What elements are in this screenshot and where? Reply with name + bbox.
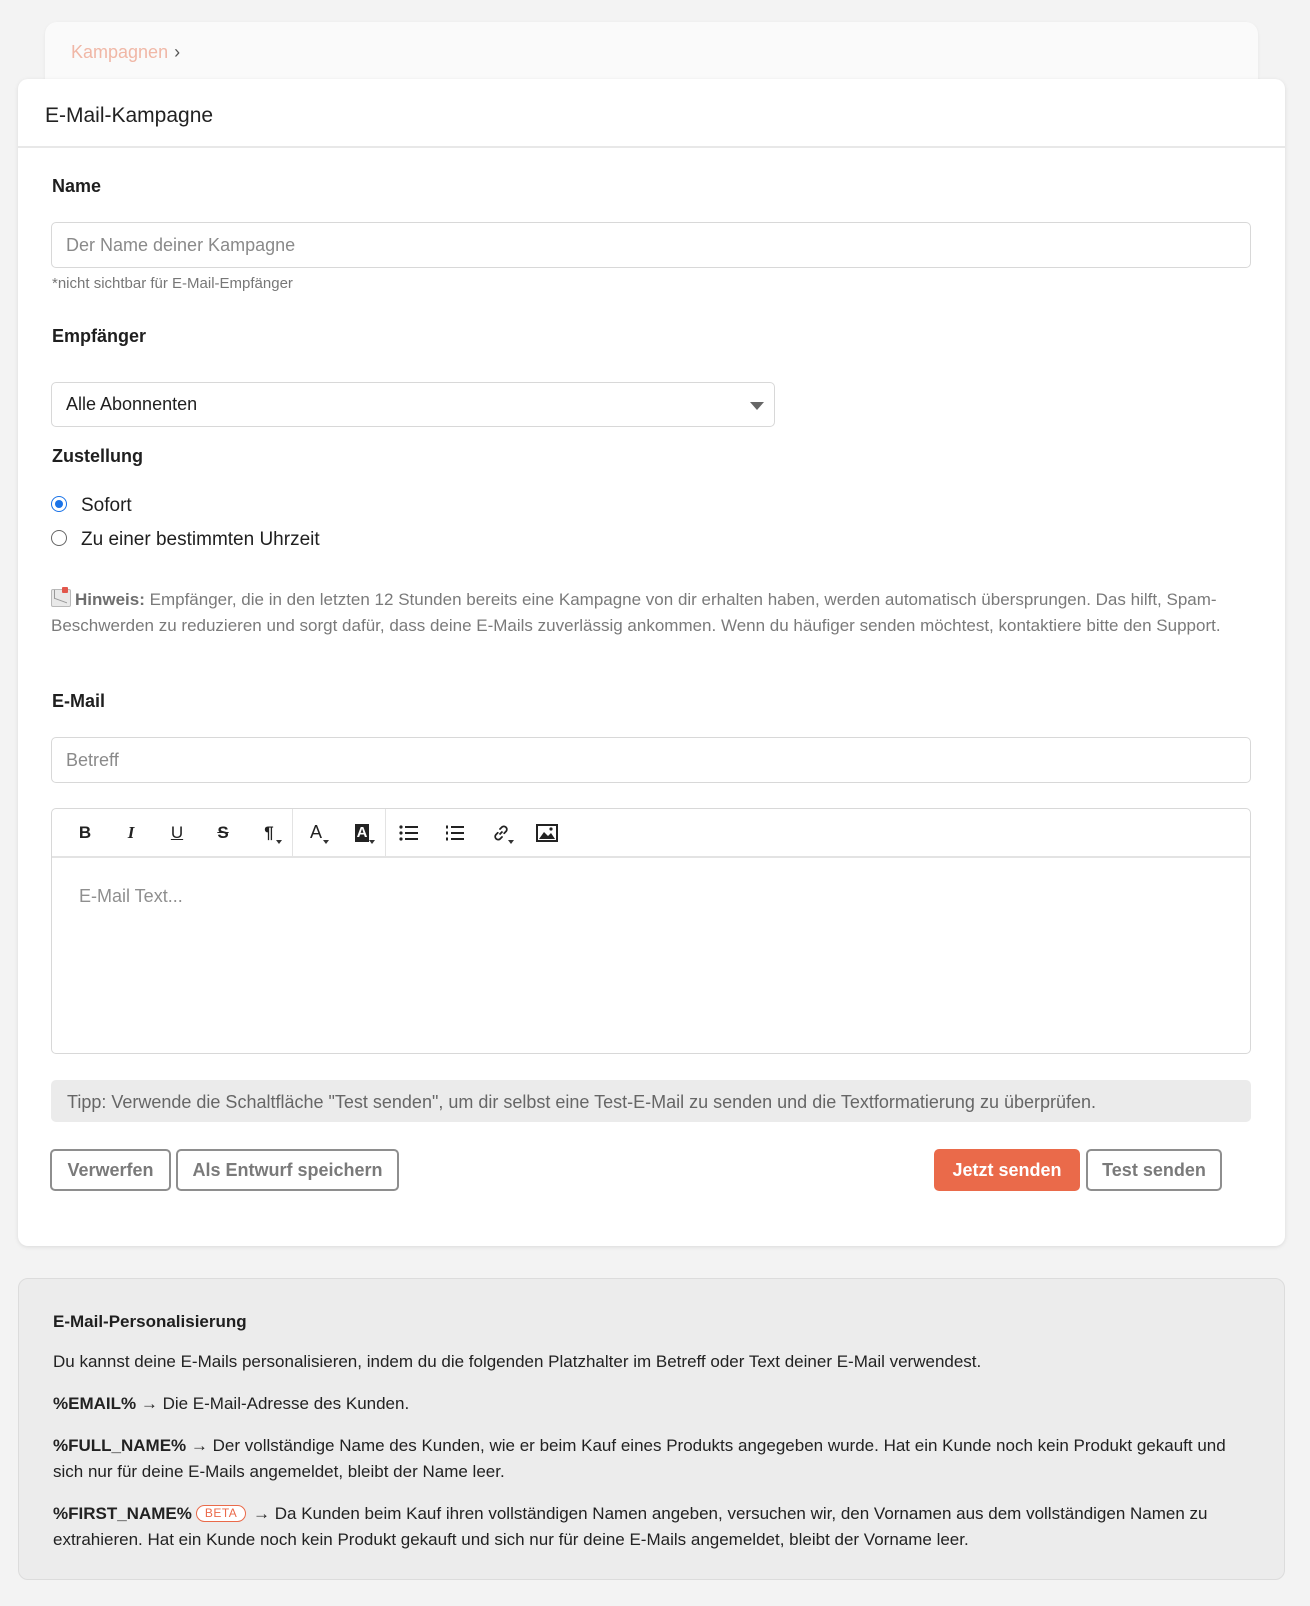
- italic-button[interactable]: [108, 809, 154, 856]
- save-draft-button[interactable]: Als Entwurf speichern: [176, 1149, 399, 1191]
- placeholder-email: [53, 1391, 1250, 1417]
- paragraph-button[interactable]: [246, 809, 292, 856]
- link-icon: [492, 824, 510, 842]
- placeholder-desc: → Die E-Mail-Adresse des Kunden.: [136, 1394, 410, 1413]
- paragraph-icon: ¶: [264, 822, 274, 842]
- underline-button[interactable]: [154, 809, 200, 856]
- placeholder-desc: → Da Kunden beim Kauf ihren vollständigen Namen angeben, versuchen wir, den Vornamen aus dem vollständigen Namen zu extrahieren. Hat ein Kunde noch kein Produkt gekauft und sich nur für deine E-Mails angemeldet, bleibt der Vorname leer.: [53, 1504, 1208, 1549]
- toolbar-group-color: [292, 809, 385, 856]
- email-label: E-Mail: [52, 691, 106, 711]
- email-body-placeholder: E-Mail Text...: [79, 886, 183, 906]
- delivery-label: Zustellung: [52, 446, 143, 466]
- bold-icon: B: [78, 822, 92, 842]
- email-body-editor[interactable]: [52, 858, 1250, 1052]
- bullet-list-icon: [399, 825, 419, 841]
- placeholder-tag: %FULL_NAME%: [53, 1436, 187, 1455]
- notice-text: Empfänger, die in den letzten 12 Stunden bereits eine Kampagne von dir erhalten haben, werden automatisch übersprungen. Das hilft, Spam-Beschwerden zu reduzieren und sorgt dafür, dass deine E-Mails zuverlässig ankommen. Wenn du häufiger senden möchtest, kontaktiere bitte den Support.: [51, 590, 1221, 635]
- underline-icon: U: [170, 822, 184, 842]
- toolbar-group-format: [62, 809, 292, 856]
- numbered-list-icon: [445, 825, 465, 841]
- name-helper-text: *nicht sichtbar für E-Mail-Empfänger: [52, 275, 293, 292]
- highlight-color-button[interactable]: [339, 809, 385, 856]
- recipients-label: Empfänger: [52, 326, 147, 346]
- tip-box: Tipp: Verwende die Schaltfläche "Test senden", um dir selbst eine Test-E-Mail zu senden und die Textformatierung zu überprüfen.: [51, 1080, 1251, 1122]
- personalization-intro: Du kannst deine E-Mails personalisieren, indem du die folgenden Platzhalter im Betreff oder Text deiner E-Mail verwendest.: [53, 1352, 982, 1371]
- dropdown-caret-icon: [508, 840, 514, 844]
- send-test-button[interactable]: Test senden: [1086, 1149, 1222, 1191]
- email-editor: [51, 808, 1251, 1054]
- breadcrumb: [71, 42, 180, 63]
- bullet-list-button[interactable]: [386, 809, 432, 856]
- dropdown-caret-icon: [369, 840, 375, 844]
- image-icon: [536, 824, 558, 842]
- radio-scheduled[interactable]: [51, 530, 67, 546]
- radio-label-scheduled: Zu einer bestimmten Uhrzeit: [81, 529, 320, 550]
- insert-image-button[interactable]: [524, 809, 570, 856]
- incoming-mail-icon: [51, 589, 71, 607]
- font-color-icon: A: [309, 822, 322, 842]
- radio-immediate[interactable]: [51, 496, 67, 512]
- radio-label-immediate: Sofort: [81, 495, 132, 516]
- placeholder-tag: %EMAIL%: [53, 1394, 137, 1413]
- campaign-form-card: [18, 79, 1285, 1246]
- placeholder-desc: → Der vollständige Name des Kunden, wie er beim Kauf eines Produkts angegeben wurde. Hat ein Kunde noch kein Produkt gekauft und sich nur für deine E-Mails angemeldet, bleibt der Name leer.: [53, 1436, 1226, 1481]
- placeholder-tag: %FIRST_NAME%: [53, 1504, 192, 1523]
- personalization-card: [18, 1278, 1285, 1580]
- delivery-notice: [51, 587, 1251, 639]
- numbered-list-button[interactable]: [432, 809, 478, 856]
- dropdown-caret-icon: [323, 840, 329, 844]
- editor-toolbar: [52, 809, 1250, 858]
- link-button[interactable]: [478, 809, 524, 856]
- bold-button[interactable]: [62, 809, 108, 856]
- send-now-button[interactable]: Jetzt senden: [934, 1149, 1080, 1191]
- placeholder-first-name: [53, 1501, 1250, 1553]
- name-label: Name: [52, 176, 102, 196]
- dropdown-caret-icon: [276, 840, 282, 844]
- campaign-name-input[interactable]: [51, 222, 1251, 268]
- strikethrough-button[interactable]: [200, 809, 246, 856]
- breadcrumb-link-campaigns[interactable]: Kampagnen: [71, 42, 169, 62]
- delivery-option-immediate[interactable]: [51, 495, 132, 517]
- highlight-color-icon: A: [356, 823, 368, 841]
- beta-badge: BETA: [196, 1505, 246, 1522]
- page-title: E-Mail-Kampagne: [45, 104, 214, 127]
- recipients-selected-value: Alle Abonnenten: [66, 394, 198, 414]
- recipients-select[interactable]: [51, 382, 775, 427]
- italic-icon: I: [127, 822, 135, 842]
- delivery-option-scheduled[interactable]: [51, 529, 320, 551]
- breadcrumb-separator: ›: [174, 42, 181, 62]
- personalization-title: E-Mail-Personalisierung: [53, 1312, 247, 1331]
- placeholder-full-name: [53, 1433, 1250, 1485]
- subject-input[interactable]: [51, 737, 1251, 783]
- card-header: [18, 79, 1285, 148]
- discard-button[interactable]: Verwerfen: [50, 1149, 171, 1191]
- strikethrough-icon: S: [217, 822, 229, 842]
- font-color-button[interactable]: [293, 809, 339, 856]
- toolbar-group-insert: [385, 809, 570, 856]
- notice-bold: Hinweis:: [75, 590, 145, 609]
- chevron-down-icon: [750, 402, 764, 410]
